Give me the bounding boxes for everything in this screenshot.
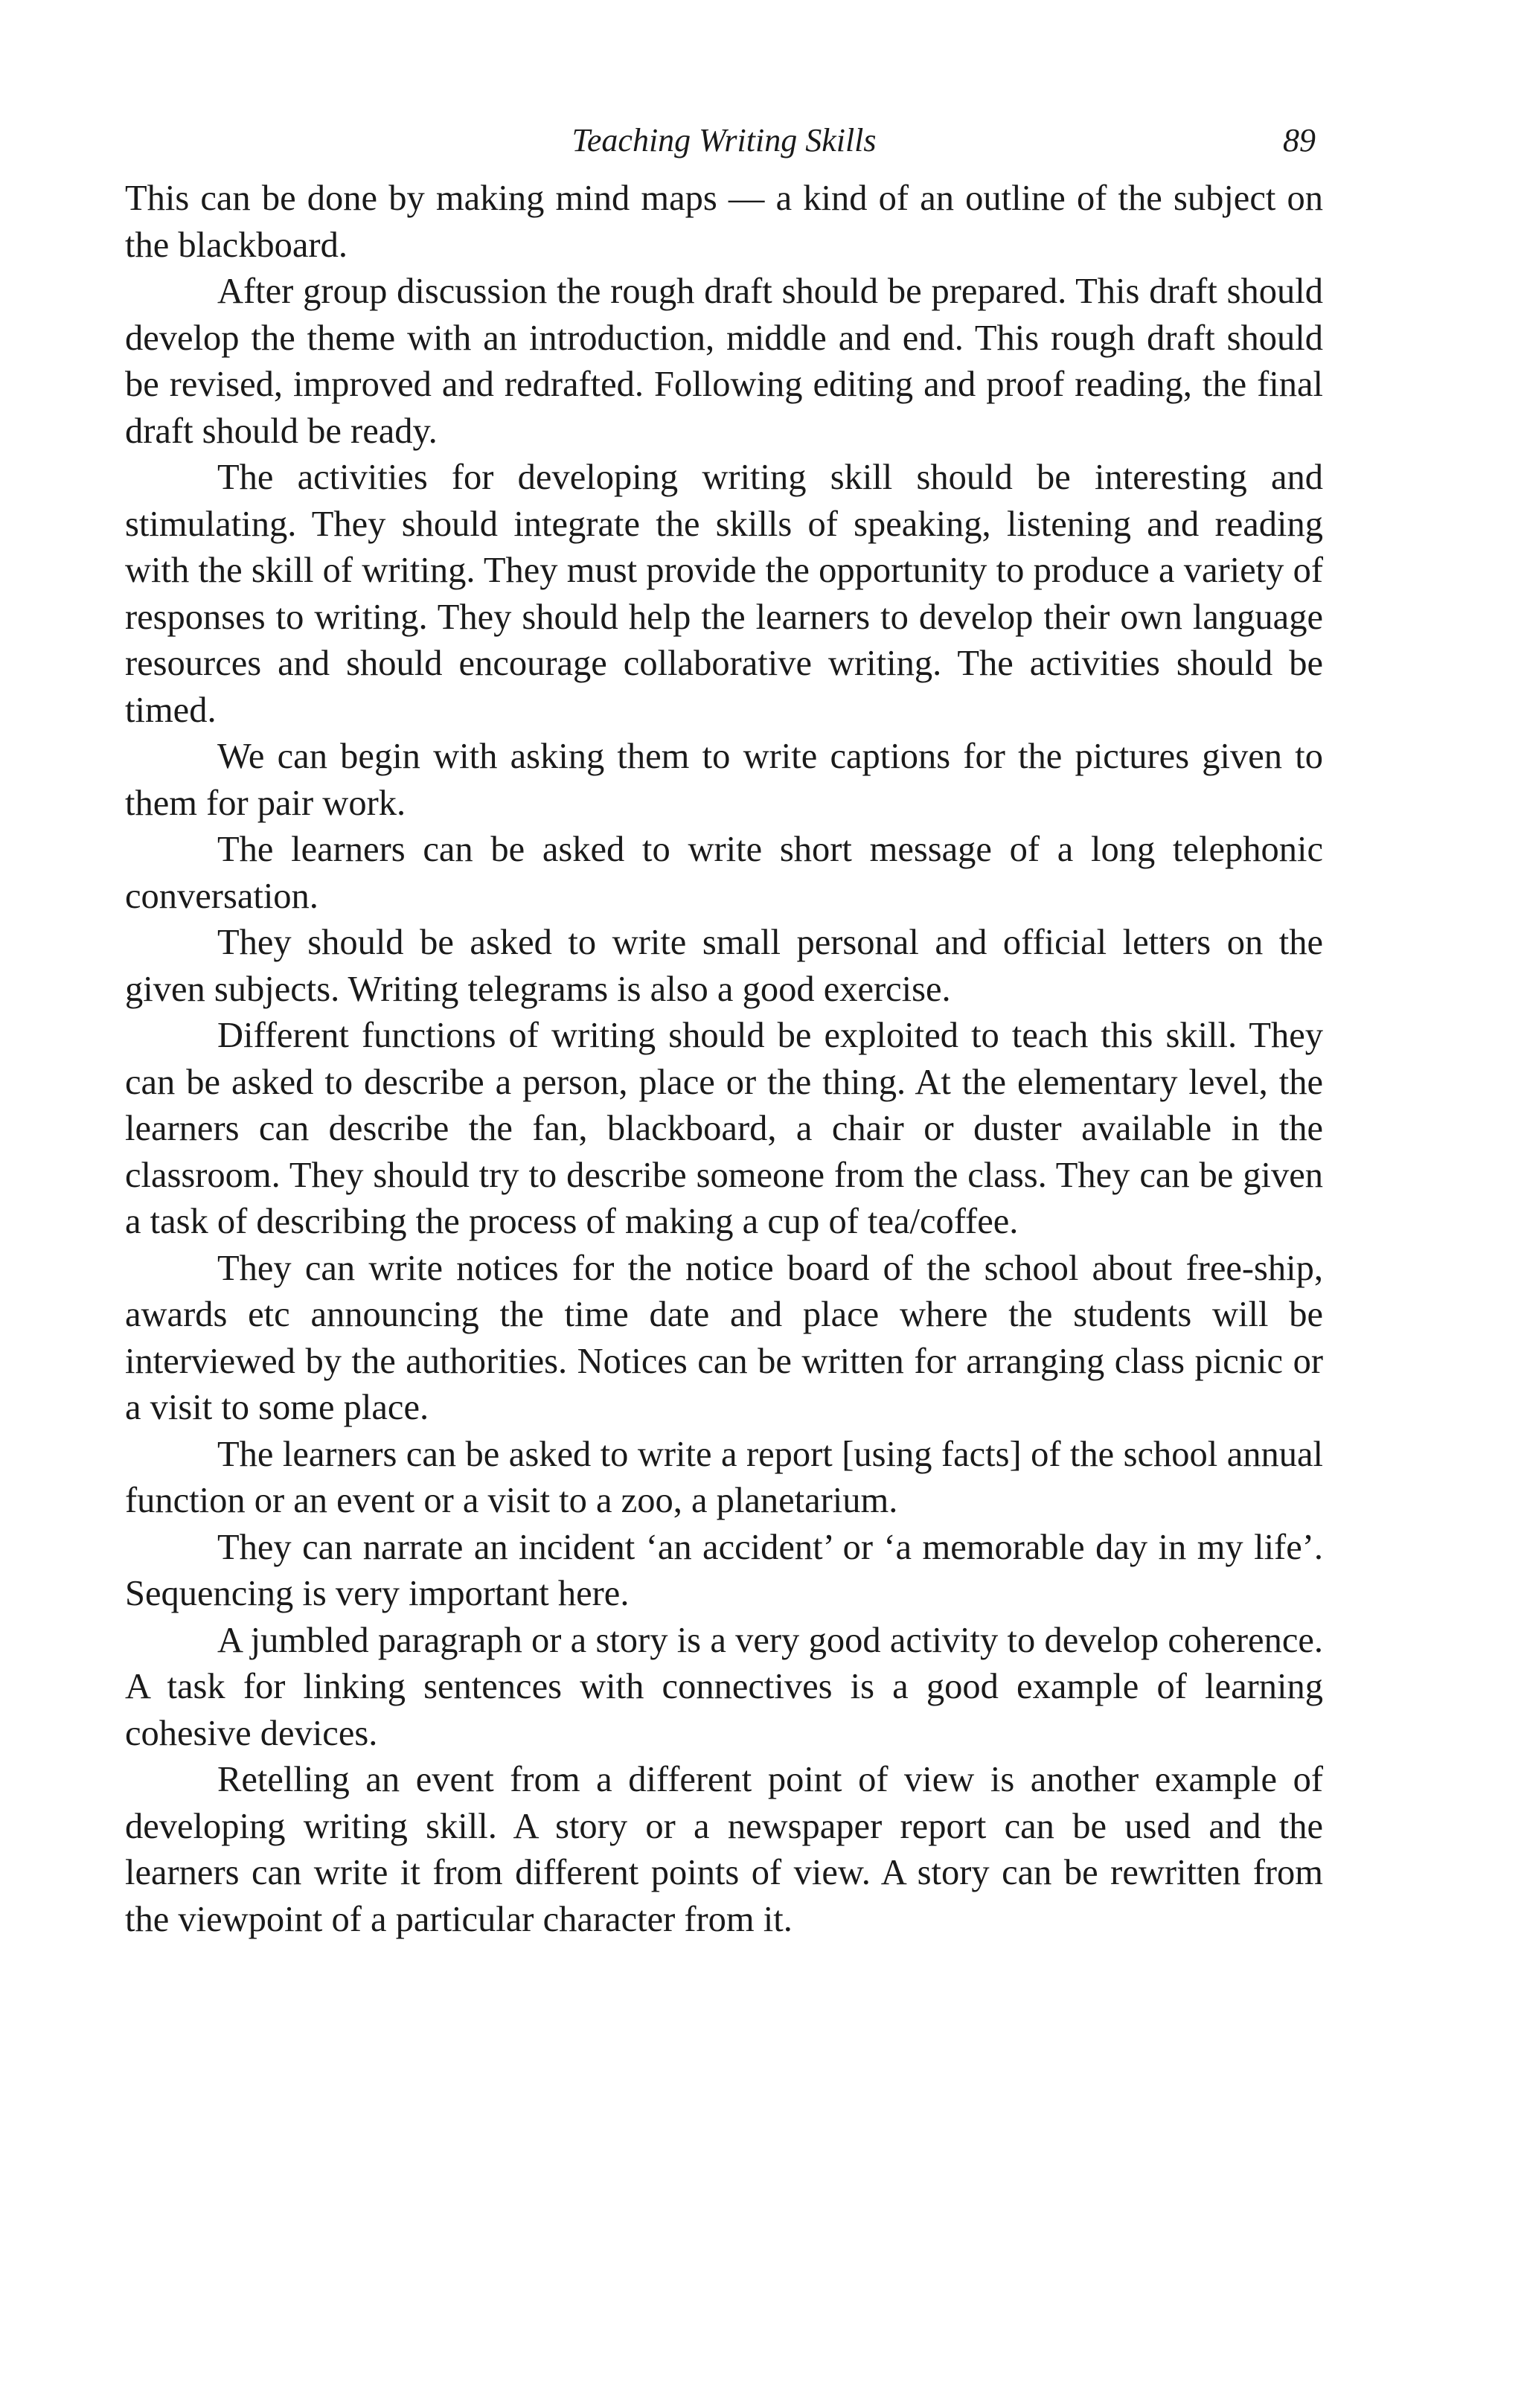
paragraph: Different functions of writing should be exploited to teach this skill. They can be asked to describe a person, place or the thing. At the elementary level, the learners can describe the fan, blackboard, a chair or duster available in the classroom. They should try to describe someone from the class. They can be given a task of describing the process of making a cup of tea/coffee. [125,1016,1323,1241]
page-number: 89 [1283,122,1316,158]
paragraph: The learners can be asked to write short message of a long telephonic conversation. [125,830,1323,916]
paragraph: They should be asked to write small personal and official letters on the given subjects. Writing telegrams is also a good exercise. [125,923,1323,1009]
paragraph: Retelling an event from a different point of view is another example of developing writing skill. A story or a newspaper report can be used and the learners can write it from different points of view. A story can be rewritten from the viewpoint of a particular character from it. [125,1760,1323,1939]
paragraph: They can narrate an incident ‘an accident’ or ‘a memorable day in my life’. Sequencing is very important here. [125,1527,1323,1613]
book-page [125,112,1323,1943]
paragraph: After group discussion the rough draft should be prepared. This draft should develop the theme with an introduction, middle and end. This rough draft should be revised, improved and redrafted. Following editing and proof reading, the final draft should be ready. [125,272,1323,451]
paragraph: This can be done by making mind maps — a kind of an outline of the subject on the blackboard. [125,179,1323,265]
running-title: Teaching Writing Skills [572,122,877,158]
paragraph: The activities for developing writing skill should be interesting and stimulating. They should integrate the skills of speaking, listening and reading with the skill of writing. They must provide the opportunity to produce a variety of responses to writing. They should help the learners to develop their own language resources and should encourage collaborative writing. The activities should be timed. [125,458,1323,730]
paragraph: They can write notices for the notice board of the school about free-ship, awards etc announcing the time date and place where the students will be interviewed by the authorities. Notices can be written for arranging class picnic or a visit to some place. [125,1248,1323,1427]
paragraph: We can begin with asking them to write captions for the pictures given to them for pair work. [125,737,1323,823]
paragraph: A jumbled paragraph or a story is a very good activity to develop coherence. A task for linking sentences with connectives is a good example of learning cohesive devices. [125,1620,1323,1753]
running-header [125,112,1323,171]
paragraph: The learners can be asked to write a report [using facts] of the school annual function or an event or a visit to a zoo, a planetarium. [125,1434,1323,1520]
body-text [125,176,1323,1943]
